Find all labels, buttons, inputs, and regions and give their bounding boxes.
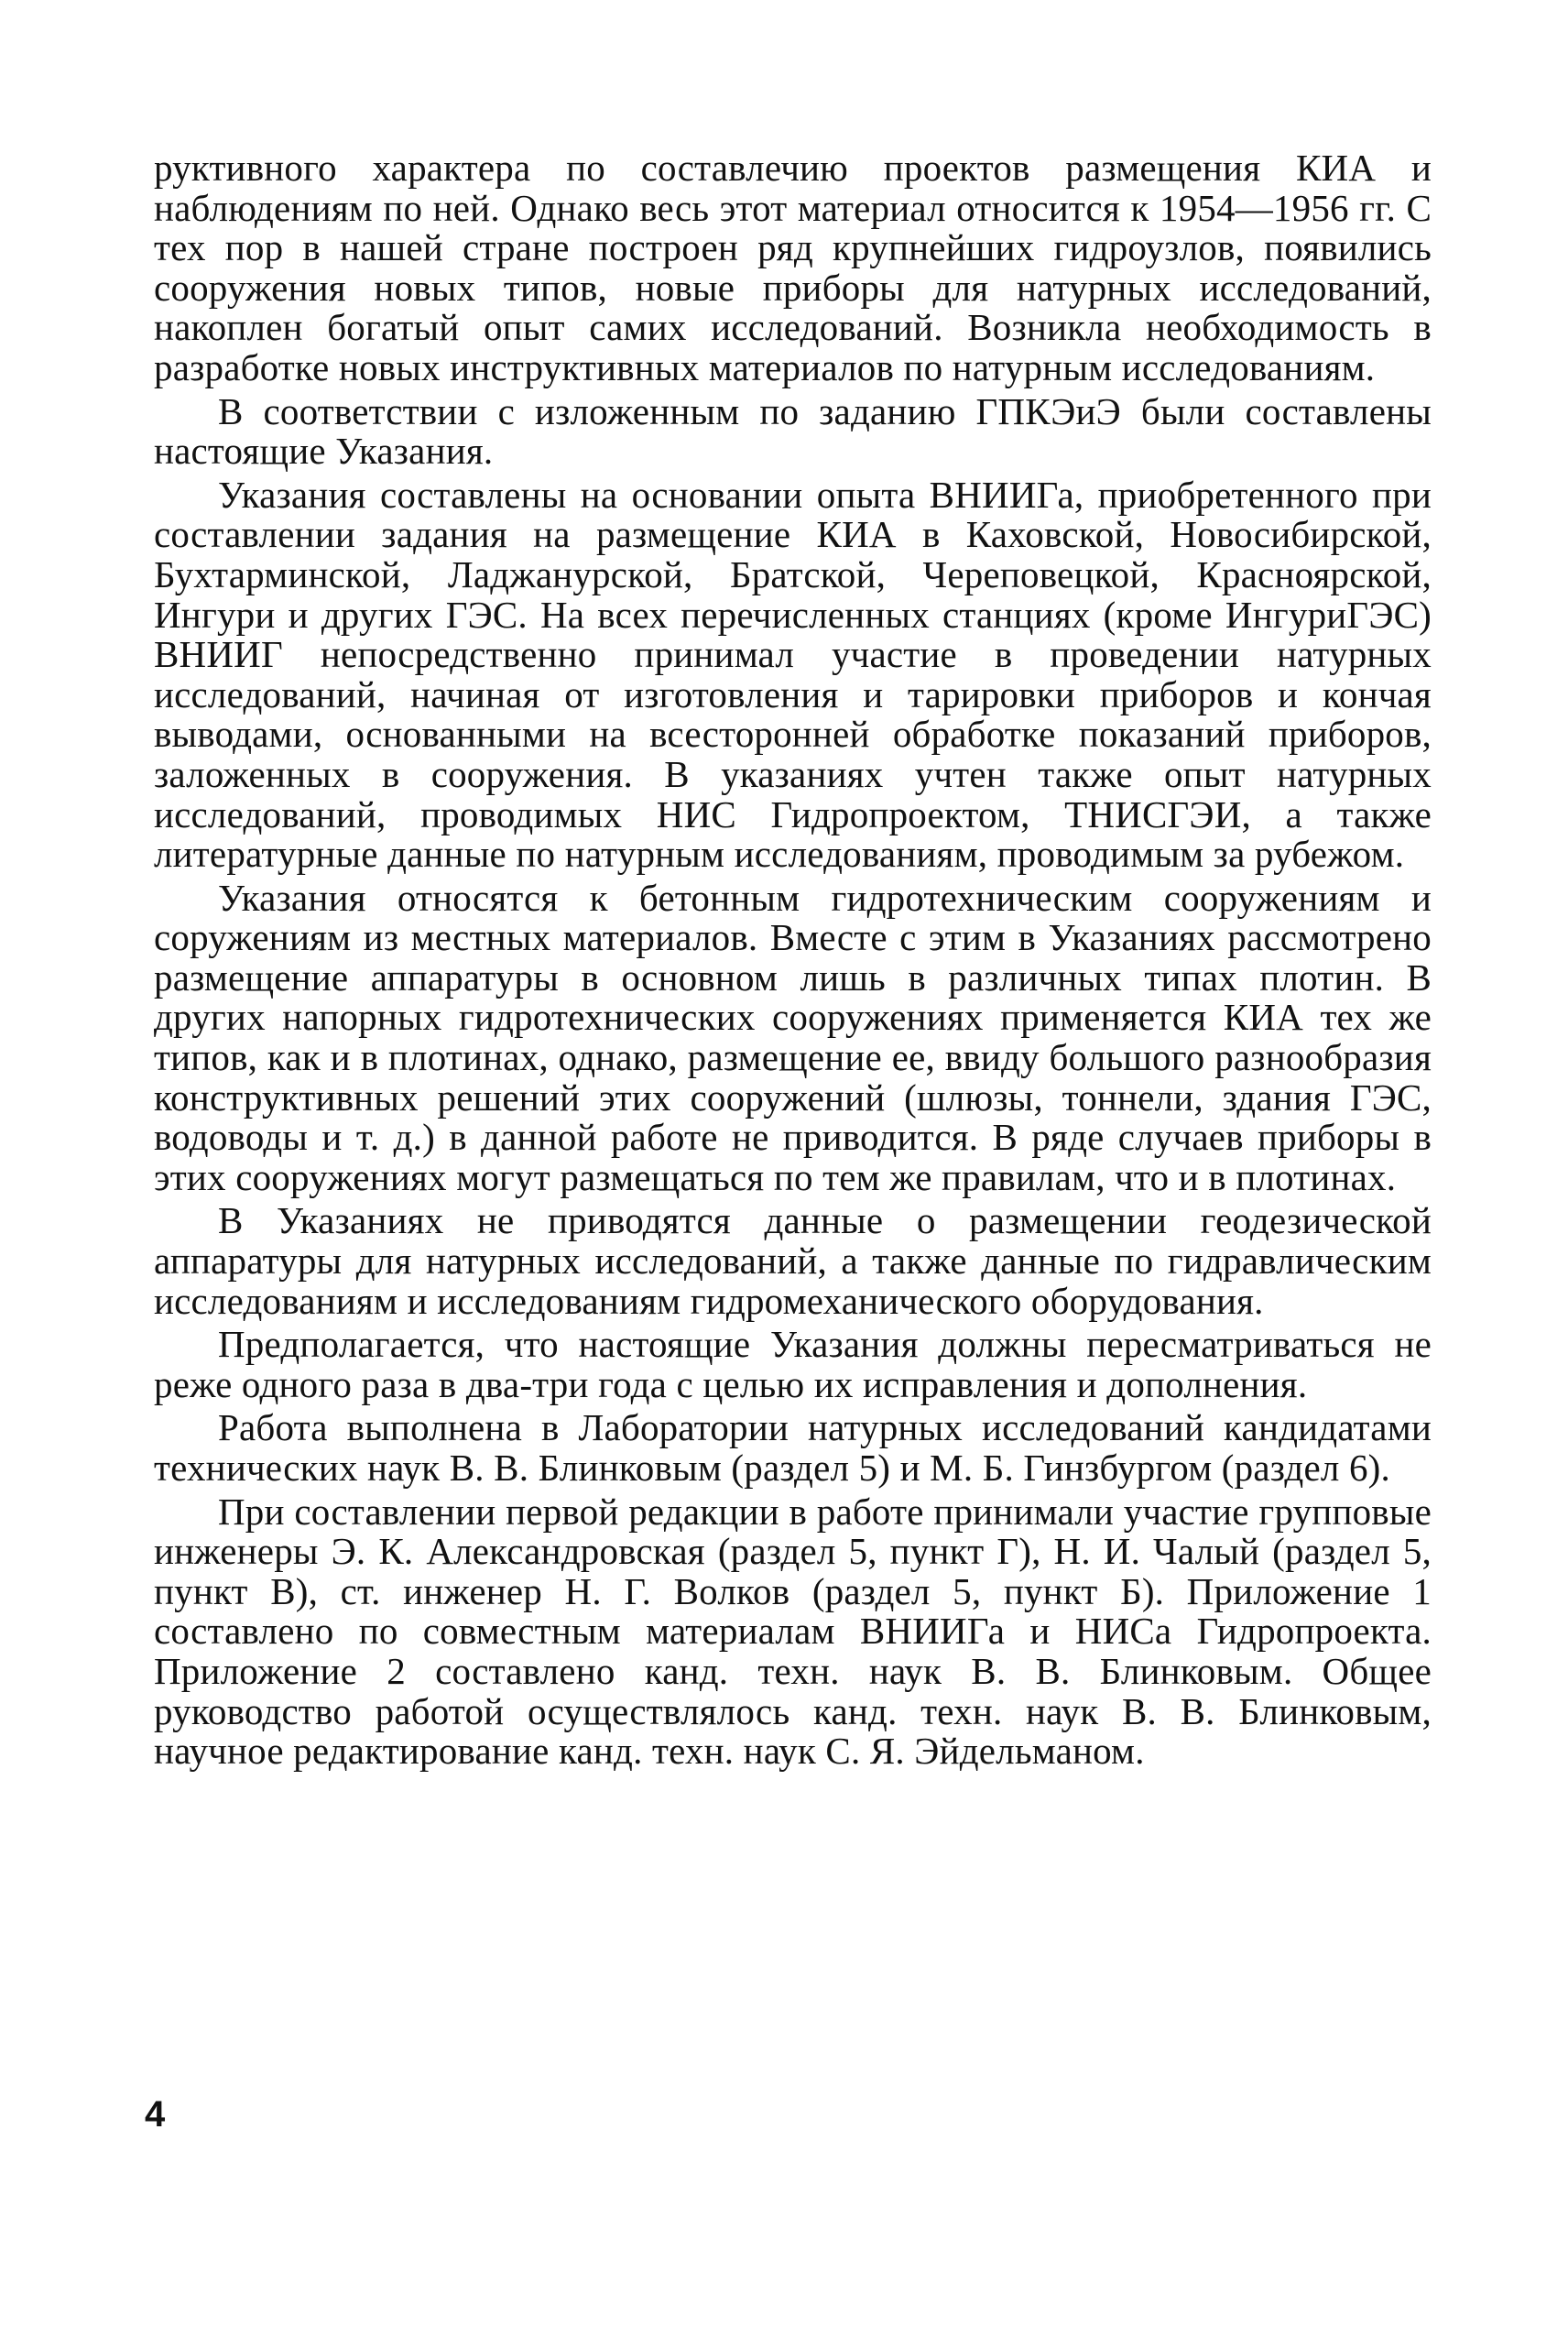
paragraph-4: Указания относятся к бетонным гидротехническим сооружениям и соружениям из местных материалов. Вместе с этим в Указаниях рассмотрено размещение аппаратуры в основном лишь в различных типах плотин. В других напорных гидротехнических сооружениях применяется КИА тех же типов, как и в плотинах, однако, размещение ее, ввиду большого разнообразия конструктивных решений этих сооружений (шлюзы, тоннели, здания ГЭС, водоводы и т. д.) в данной работе не приводится. В ряде случаев приборы в этих сооружениях могут размещаться по тем же правилам, что и в плотинах. [154, 876, 1432, 1198]
paragraph-3: Указания составлены на основании опыта ВНИИГа, приобретенного при составлении задания на размещение КИА в Каховской, Новосибирской, Бухтарминской, Ладжанурской, Братской, Череповецкой, Красноярской, Ингури и других ГЭС. На всех перечисленных станциях (кроме ИнгуриГЭС) ВНИИГ непосредственно принимал участие в проведении натурных исследований, начиная от изготовления и тарировки приборов и кончая выводами, основанными на всесторонней обработке показаний приборов, заложенных в сооружения. В указаниях учтен также опыт натурных исследований, проводимых НИС Гидропроектом, ТНИСГЭИ, а также литературные данные по натурным исследованиям, проводимым за рубежом. [154, 473, 1432, 876]
paragraph-7: Работа выполнена в Лаборатории натурных исследований кандидатами технических наук В. В. Блинковым (раздел 5) и М. Б. Гинзбургом (раздел 6). [154, 1406, 1432, 1489]
paragraph-8: При составлении первой редакции в работе принимали участие групповые инженеры Э. К. Александровская (раздел 5, пункт Г), Н. И. Чалый (раздел 5, пункт В), ст. инженер Н. Г. Волков (раздел 5, пункт Б). Приложение 1 составлено по совместным материалам ВНИИГа и НИСа Гидропроекта. Приложение 2 составлено канд. техн. наук В. В. Блинковым. Общее руководство работой осуществлялось канд. техн. наук В. В. Блинковым, научное редактирование канд. техн. наук С. Я. Эйдельманом. [154, 1490, 1432, 1773]
paragraph-2: В соответствии с изложенным по заданию ГПКЭиЭ были составлены настоящие Указания. [154, 389, 1432, 473]
body-text [154, 148, 1432, 1775]
paragraph-6: Предполагается, что настоящие Указания должны пересматриваться не реже одного раза в два-три года с целью их исправления и дополнения. [154, 1323, 1432, 1405]
paragraph-5: В Указаниях не приводятся данные о размещении геодезической аппаратуры для натурных исследований, а также данные по гидравлическим исследованиям и исследованиям гидромеханического оборудования. [154, 1199, 1432, 1322]
paragraph-1: руктивного характера по составлечию проектов размещения КИА и наблюдениям по ней. Однако весь этот материал относится к 1954—1956 гг. С тех пор в нашей стране построен ряд крупнейших гидроузлов, появились сооружения новых типов, новые приборы для натурных исследований, накоплен богатый опыт самих исследований. Возникла необходимость в разработке новых инструктивных материалов по натурным исследованиям. [154, 147, 1432, 388]
page-number: 4 [145, 2094, 166, 2135]
